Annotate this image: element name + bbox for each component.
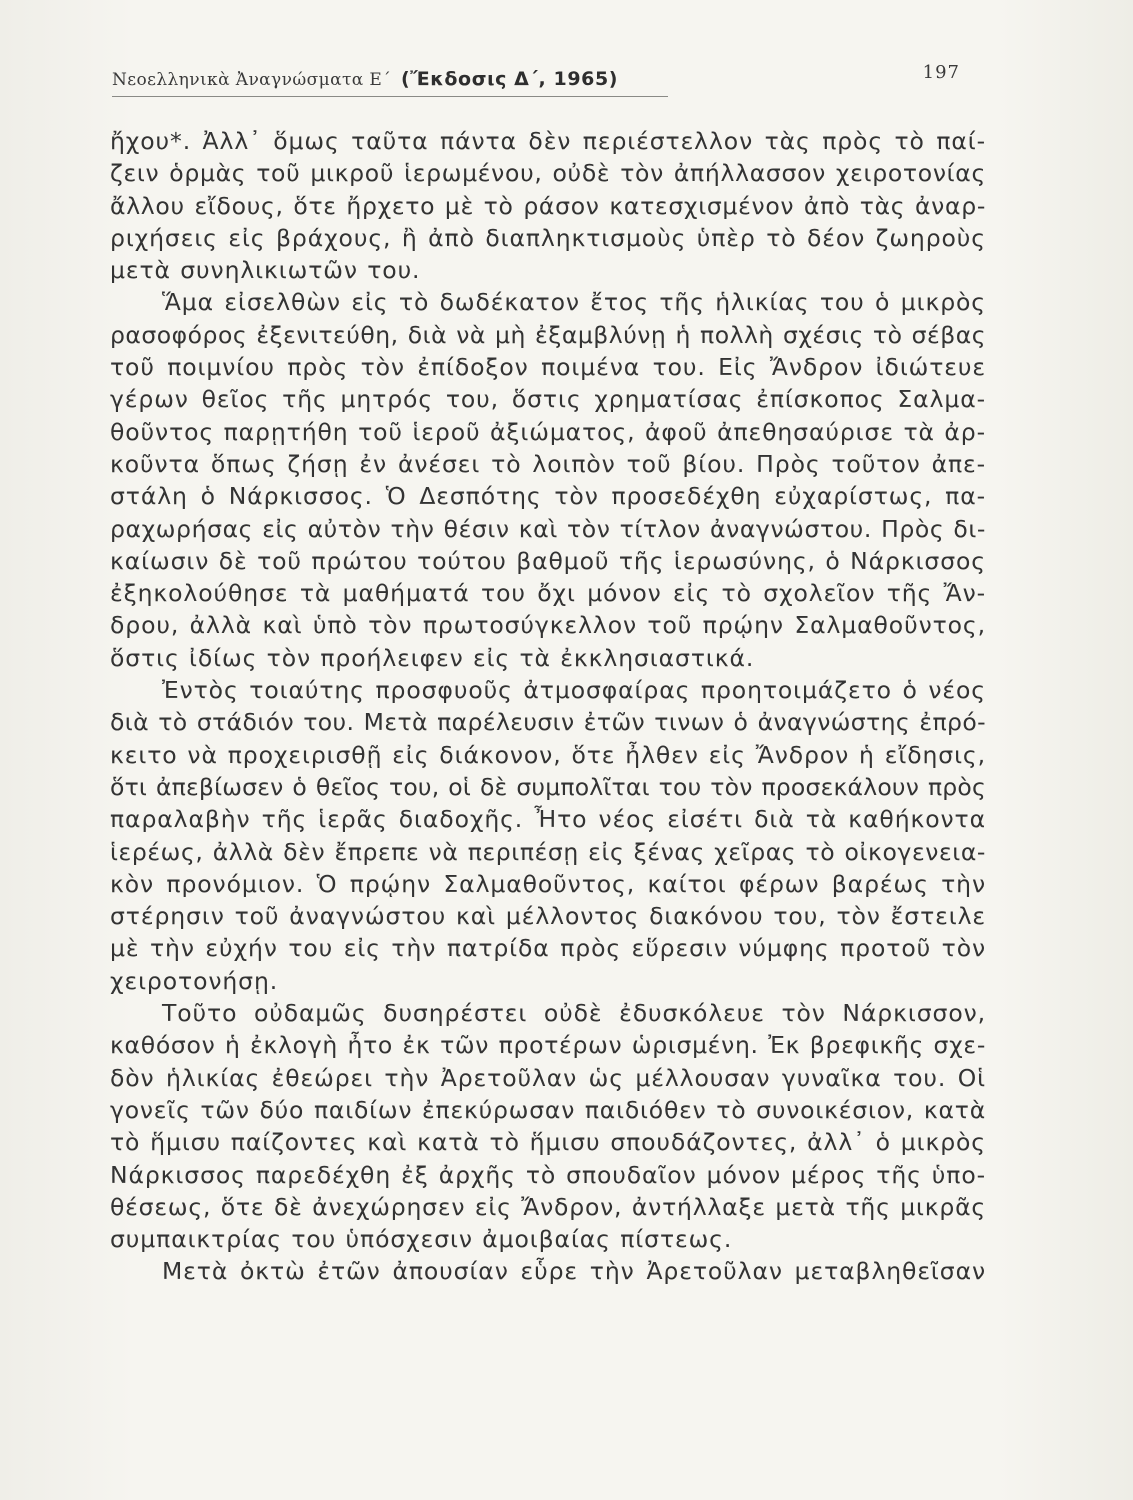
- text-line: κὸν προνόμιον. Ὁ πρῴην Σαλμαθοῦντος, καίτοι φέρων βαρέως τὴν: [110, 869, 986, 898]
- text-line: Τοῦτο οὐδαμῶς δυσηρέστει οὐδὲ ἐδυσκόλευε τὸν Νάρκισσον,: [162, 999, 986, 1028]
- running-title: Νεοελληνικὰ Ἀναγνώσματα Ε΄: [112, 70, 392, 90]
- text-line: τὸ ἥμισυ παίζοντες καὶ κατὰ τὸ ἥμισυ σπουδάζοντες, ἀλλ᾽ ὁ μικρὸς: [110, 1128, 986, 1157]
- text-line: ἐξηκολούθησε τὰ μαθήματά του ὄχι μόνον εἰς τὸ σχολεῖον τῆς Ἄν-: [110, 579, 986, 608]
- text-line: δὸν ἡλικίας ἐθεώρει τὴν Ἀρετοῦλαν ὡς μέλλουσαν γυναῖκα του. Οἱ: [110, 1063, 986, 1092]
- text-line: ὅστις ἰδίως τὸν προήλειφεν εἰς τὰ ἐκκλησιαστικά.: [110, 643, 755, 672]
- text-line: μὲ τὴν εὐχήν του εἰς τὴν πατρίδα πρὸς εὕρεσιν νύμφης προτοῦ τὸν: [110, 934, 986, 963]
- text-line: γέρων θεῖος τῆς μητρός του, ὅστις χρηματίσας ἐπίσκοπος Σαλμα-: [110, 385, 986, 414]
- text-line: συμπαικτρίας του ὑπόσχεσιν ἀμοιβαίας πίστεως.: [110, 1225, 733, 1254]
- page-header: [112, 62, 964, 96]
- text-line: στέρησιν τοῦ ἀναγνώστου καὶ μέλλοντος διακόνου του, τὸν ἔστειλε: [110, 902, 986, 931]
- text-line: δρου, ἀλλὰ καὶ ὑπὸ τὸν πρωτοσύγκελλον τοῦ πρῴην Σαλμαθοῦντος,: [110, 611, 986, 640]
- text-line: παραλαβὴν τῆς ἱερᾶς διαδοχῆς. Ἦτο νέος εἰσέτι διὰ τὰ καθήκοντα: [110, 805, 986, 834]
- text-line: Νάρκισσος παρεδέχθη ἐξ ἀρχῆς τὸ σπουδαῖον μόνον μέρος τῆς ὑπο-: [110, 1160, 986, 1189]
- running-head: [112, 68, 618, 90]
- page-number: 197: [922, 62, 960, 83]
- text-line: χειροτονήσῃ.: [110, 966, 279, 995]
- text-line: γονεῖς τῶν δύο παιδίων ἐπεκύρωσαν παιδιόθεν τὸ συνοικέσιον, κατὰ: [110, 1095, 986, 1124]
- edition-note: (Ἔκδοσις Δ΄, 1965): [400, 68, 619, 90]
- text-line: ἱερέως, ἀλλὰ δὲν ἔπρεπε νὰ περιπέσῃ εἰς ξένας χεῖρας τὸ οἰκογενεια-: [110, 837, 986, 866]
- text-line: ριχήσεις εἰς βράχους, ἢ ἀπὸ διαπληκτισμοὺς ὑπὲρ τὸ δέον ζωηροὺς: [110, 223, 986, 252]
- body-text: [110, 125, 986, 1288]
- text-line: καθόσον ἡ ἐκλογὴ ἦτο ἐκ τῶν προτέρων ὡρισμένη. Ἐκ βρεφικῆς σχε-: [110, 1031, 986, 1060]
- text-line: ραχωρήσας εἰς αὐτὸν τὴν θέσιν καὶ τὸν τίτλον ἀναγνώστου. Πρὸς δι-: [110, 514, 986, 543]
- text-line: καίωσιν δὲ τοῦ πρώτου τούτου βαθμοῦ τῆς ἱερωσύνης, ὁ Νάρκισσος: [110, 546, 986, 575]
- text-line: διὰ τὸ στάδιόν του. Μετὰ παρέλευσιν ἐτῶν τινων ὁ ἀναγνώστης ἐπρό-: [110, 708, 986, 737]
- text-line: ὅτι ἀπεβίωσεν ὁ θεῖος του, οἱ δὲ συμπολῖται του τὸν προσεκάλουν πρὸς: [110, 772, 986, 801]
- text-line: στάλη ὁ Νάρκισσος. Ὁ Δεσπότης τὸν προσεδέχθη εὐχαρίστως, πα-: [110, 482, 986, 511]
- text-line: κειτο νὰ προχειρισθῇ εἰς διάκονον, ὅτε ἦλθεν εἰς Ἄνδρον ἡ εἴδησις,: [110, 740, 986, 769]
- text-line: ζειν ὁρμὰς τοῦ μικροῦ ἱερωμένου, οὐδὲ τὸν ἀπήλλασσον χειροτονίας: [110, 159, 986, 188]
- text-line: Μετὰ ὀκτὼ ἐτῶν ἀπουσίαν εὗρε τὴν Ἀρετοῦλαν μεταβληθεῖσαν: [162, 1257, 986, 1286]
- text-line: θέσεως, ὅτε δὲ ἀνεχώρησεν εἰς Ἄνδρον, ἀντήλλαξε μετὰ τῆς μικρᾶς: [110, 1192, 986, 1221]
- text-line: θοῦντος παρῃτήθη τοῦ ἱεροῦ ἀξιώματος, ἀφοῦ ἀπεθησαύρισε τὰ ἀρ-: [110, 417, 986, 446]
- text-line: κοῦντα ὅπως ζήσῃ ἐν ἀνέσει τὸ λοιπὸν τοῦ βίου. Πρὸς τοῦτον ἀπε-: [110, 449, 986, 478]
- text-line: Ἐντὸς τοιαύτης προσφυοῦς ἀτμοσφαίρας προητοιμάζετο ὁ νέος: [162, 676, 986, 705]
- text-line: ρασοφόρος ἐξενιτεύθη, διὰ νὰ μὴ ἐξαμβλύνῃ ἡ πολλὴ σχέσις τὸ σέβας: [110, 320, 986, 349]
- header-rule: [112, 96, 668, 97]
- text-line: τοῦ ποιμνίου πρὸς τὸν ἐπίδοξον ποιμένα του. Εἰς Ἄνδρον ἰδιώτευε: [110, 353, 986, 382]
- text-line: ἄλλου εἴδους, ὅτε ἤρχετο μὲ τὸ ράσον κατεσχισμένον ἀπὸ τὰς ἀναρ-: [110, 191, 986, 220]
- text-line: μετὰ συνηλικιωτῶν του.: [110, 256, 421, 285]
- text-line: ἤχου*. Ἀλλ᾽ ὅμως ταῦτα πάντα δὲν περιέστελλον τὰς πρὸς τὸ παί-: [110, 127, 986, 155]
- text-line: Ἅμα εἰσελθὼν εἰς τὸ δωδέκατον ἔτος τῆς ἡλικίας του ὁ μικρὸς: [162, 288, 986, 317]
